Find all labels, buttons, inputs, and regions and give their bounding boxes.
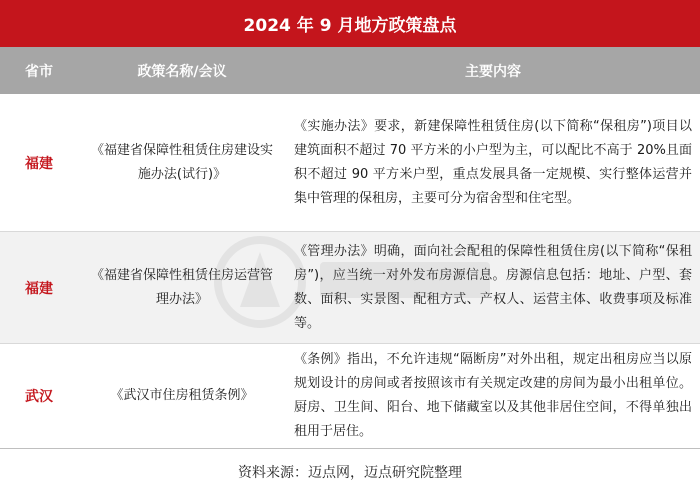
header-province: 省市 [25, 63, 53, 80]
header-policy: 政策名称/会议 [137, 63, 227, 80]
row-province: 福建 [25, 155, 53, 172]
row-province: 武汉 [25, 389, 53, 405]
table-row [0, 94, 700, 232]
row-policy: 《武汉市住房租赁条例》 [110, 388, 254, 403]
row-policy: 《福建省保障性租赁住房运营管理办法》 [90, 267, 273, 307]
table-header [0, 47, 700, 94]
row-content: 《条例》指出，不允许违规“隔断房”对外出租，规定出租房应当以原规划设计的房间或者按照该市有关规定改建的房间为最小出租单位。厨房、卫生间、阳台、地下储藏室以及其他非居住空间，不得单独出租用于居住。 [294, 352, 692, 439]
header-content: 主要内容 [465, 63, 521, 80]
row-content: 《管理办法》明确，面向社会配租的保障性租赁住房(以下简称“保租房”)，应当统一对外发布房源信息。房源信息包括：地址、户型、套数、面积、实景图、配租方式、产权人、运营主体、收费事项及标准等。 [294, 243, 692, 331]
table-title: 2024 年 9 月地方政策盘点 [0, 0, 700, 47]
row-province: 福建 [25, 280, 53, 297]
table-row [0, 232, 700, 344]
row-policy: 《福建省保障性租赁住房建设实施办法(试行)》 [90, 142, 273, 182]
row-content: 《实施办法》要求，新建保障性租赁住房(以下简称“保租房”)项目以建筑面积不超过 70 平方米的小户型为主，可以配比不高于 20%且面积不超过 90 平方米户型，重点发展具备一定规模、实行整体运营并集中管理的保租房，主要可分为宿舍型和住宅型。 [294, 118, 692, 206]
source-footer: 资料来源：迈点网，迈点研究院整理 [238, 465, 462, 481]
table-row [0, 344, 700, 449]
